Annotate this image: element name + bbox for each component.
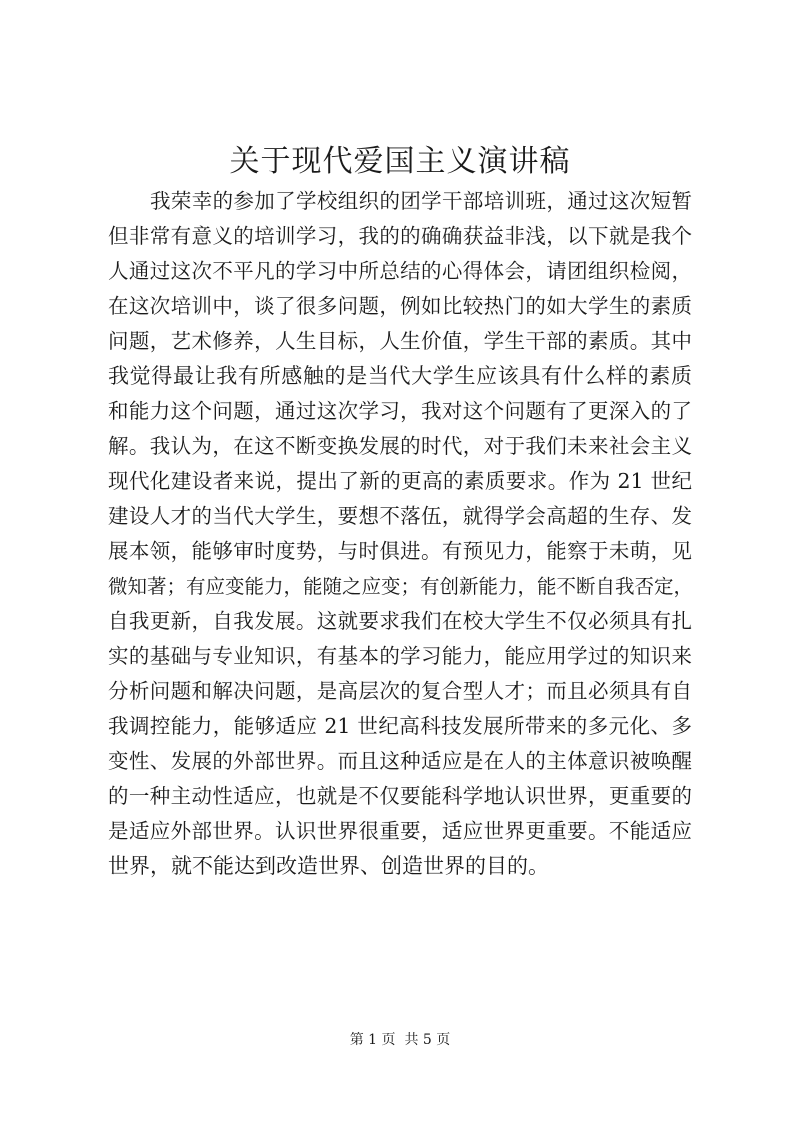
text-line: 我调控能力，能够适应 21 世纪高科技发展所带来的多元化、多 — [108, 714, 692, 738]
text-line: 的一种主动性适应，也就是不仅要能科学地认识世界，更重要的 — [108, 784, 692, 808]
text-line: 实的基础与专业知识，有基本的学习能力，能应用学过的知识来 — [108, 644, 692, 668]
text-line: 和能力这个问题，通过这次学习，我对这个问题有了更深入的了 — [108, 399, 692, 423]
text-line: 分析问题和解决问题，是高层次的复合型人才；而且必须具有自 — [108, 679, 692, 703]
page-number: 第 1 页 共 5 页 — [349, 1032, 451, 1048]
text-line: 世界，就不能达到改造世界、创造世界的目的。 — [108, 854, 549, 878]
text-line: 变性、发展的外部世界。而且这种适应是在人的主体意识被唤醒 — [108, 749, 692, 773]
text-line: 是适应外部世界。认识世界很重要，适应世界更重要。不能适应 — [108, 819, 692, 843]
text-line: 现代化建设者来说，提出了新的更高的素质要求。作为 21 世纪 — [108, 469, 692, 493]
page-footer — [0, 1030, 800, 1050]
text-line: 但非常有意义的培训学习，我的的确确获益非浅，以下就是我个 — [108, 224, 692, 248]
document-title: 关于现代爱国主义演讲稿 — [229, 144, 571, 179]
text-line: 人通过这次不平凡的学习中所总结的心得体会，请团组织检阅， — [108, 259, 692, 283]
text-line: 微知著；有应变能力，能随之应变；有创新能力，能不断自我否定， — [108, 575, 694, 598]
text-line: 我觉得最让我有所感触的是当代大学生应该具有什么样的素质 — [108, 364, 692, 388]
text-line: 展本领，能够审时度势，与时俱进。有预见力，能察于未萌，见 — [108, 539, 692, 563]
text-line: 建设人才的当代大学生，要想不落伍，就得学会高超的生存、发 — [108, 504, 692, 528]
text-line: 在这次培训中，谈了很多问题，例如比较热门的如大学生的素质 — [108, 294, 692, 318]
text-line: 我荣幸的参加了学校组织的团学干部培训班，通过这次短暂 — [150, 189, 692, 213]
text-line: 解。我认为，在这不断变换发展的时代，对于我们未来社会主义 — [108, 434, 692, 458]
text-line: 问题，艺术修养，人生目标，人生价值，学生干部的素质。其中 — [108, 329, 692, 353]
body-paragraph — [108, 184, 692, 884]
text-line: 自我更新，自我发展。这就要求我们在校大学生不仅必须具有扎 — [108, 609, 692, 633]
